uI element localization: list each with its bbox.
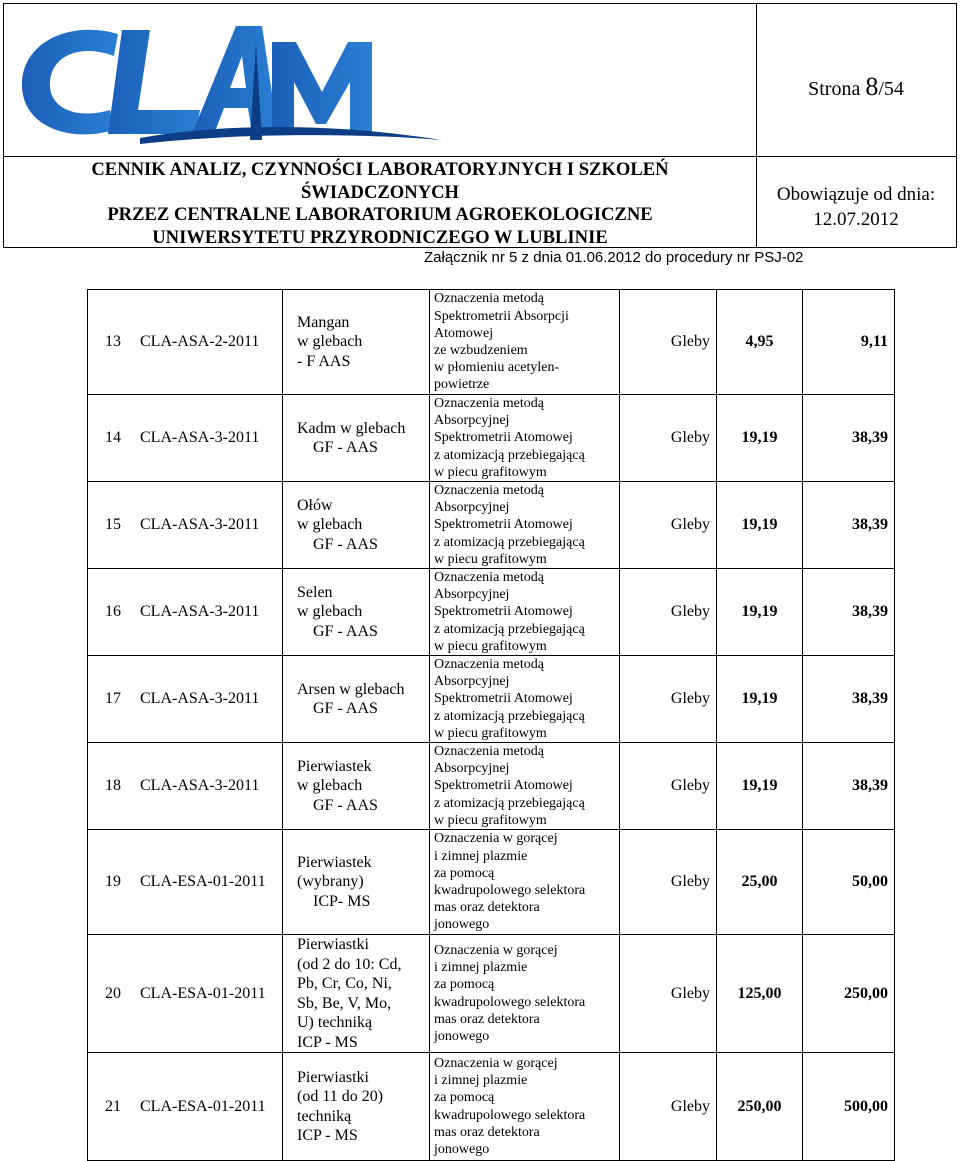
analysis-name-line: w glebach [297, 777, 363, 795]
method-line: z atomizacją przebiegającą [434, 708, 585, 724]
method-line: z atomizacją przebiegającą [434, 795, 585, 811]
page-total: /54 [878, 78, 904, 100]
analysis-name-line: w glebach [297, 516, 363, 534]
price-cell [803, 569, 895, 656]
price-net: 4,95 [745, 333, 774, 350]
method-cell [430, 830, 620, 935]
price-net: 19,19 [741, 690, 778, 708]
item-number: 16 [105, 603, 121, 621]
price-full: 9,11 [860, 333, 888, 350]
material: Gleby [670, 516, 710, 534]
method-line: w piecu grafitowym [434, 464, 547, 480]
analysis-name-cell [283, 935, 430, 1053]
method-line: Spektrometrii Absorpcji [434, 308, 569, 324]
method-line: Spektrometrii Atomowej [434, 778, 573, 794]
method-line: w piecu grafitowym [434, 725, 547, 741]
price-net: 25,00 [741, 873, 778, 891]
document-header [3, 3, 957, 248]
analysis-name-line: Mangan [297, 313, 350, 331]
price-cell [717, 395, 803, 482]
method-line: jonowego [434, 917, 490, 933]
method-line: mas oraz detektora [434, 1124, 540, 1140]
method-line: powietrze [434, 377, 490, 393]
material-cell [620, 656, 717, 743]
price-cell [717, 830, 803, 935]
method-line: Oznaczenia w gorącej [434, 1055, 558, 1071]
analysis-name-cell [283, 482, 430, 569]
material: Gleby [670, 690, 710, 708]
method-line: mas oraz detektora [434, 900, 540, 916]
table-row [88, 830, 895, 935]
procedure-code: CLA-ASA-3-2011 [140, 429, 260, 446]
price-cell [803, 1053, 895, 1161]
method-line: Absorpcyjnej [434, 587, 510, 603]
method-line: z atomizacją przebiegającą [434, 621, 585, 637]
method-line: Oznaczenia metodą [434, 570, 544, 586]
header-divider [4, 156, 956, 157]
title-line: PRZEZ CENTRALNE LABORATORIUM AGROEKOLOGICZNE [107, 204, 653, 225]
item-cell [88, 830, 283, 935]
method-cell [430, 569, 620, 656]
analysis-name-line: Ołów [297, 496, 333, 514]
price-full: 38,39 [852, 429, 888, 446]
analysis-name-line: Sb, Be, V, Mo, [297, 994, 392, 1012]
method-cell [430, 743, 620, 830]
document-title [4, 159, 756, 249]
price-cell [803, 482, 895, 569]
table-row [88, 1053, 895, 1161]
price-table [87, 289, 895, 1161]
material: Gleby [670, 873, 710, 891]
method-cell [430, 395, 620, 482]
valid-label: Obowiązuje od dnia: [776, 184, 936, 205]
method-line: za pomocą [434, 865, 495, 881]
analysis-name-line: GF - AAS [297, 622, 378, 640]
method-line: Oznaczenia w gorącej [434, 831, 558, 847]
price-cell [803, 830, 895, 935]
price-net: 250,00 [737, 1097, 782, 1115]
title-line: UNIWERSYTETU PRZYRODNICZEGO W LUBLINIE [152, 226, 608, 248]
method-line: Spektrometrii Atomowej [434, 430, 573, 446]
analysis-name-line: ICP - MS [297, 1033, 358, 1051]
method-line: Oznaczenia metodą [434, 657, 544, 673]
analysis-name-line: Kadm w glebach [297, 419, 406, 437]
material: Gleby [670, 333, 710, 350]
method-line: z atomizacją przebiegającą [434, 447, 585, 463]
material-cell [620, 935, 717, 1053]
item-number: 13 [105, 333, 121, 350]
method-line: jonowego [434, 1028, 490, 1044]
method-line: Absorpcyjnej [434, 500, 510, 516]
procedure-code: CLA-ESA-01-2011 [140, 984, 266, 1002]
page-current: 8 [865, 72, 879, 101]
method-line: mas oraz detektora [434, 1011, 540, 1027]
method-line: kwadrupolowego selektora [434, 994, 586, 1010]
procedure-code: CLA-ASA-3-2011 [140, 516, 260, 534]
method-line: ze wzbudzeniem [434, 343, 528, 358]
price-cell [717, 656, 803, 743]
price-cell [803, 290, 895, 395]
method-line: kwadrupolowego selektora [434, 1107, 586, 1123]
item-cell [88, 395, 283, 482]
method-line: Oznaczenia metodą [434, 744, 544, 760]
item-cell [88, 569, 283, 656]
analysis-name-line: Pierwiastki [297, 936, 369, 954]
method-line: i zimnej plazmie [434, 960, 528, 976]
cla-logo [10, 12, 450, 152]
analysis-name-line: Pierwiastki [297, 1068, 369, 1086]
analysis-name-line: U) techniką [297, 1014, 373, 1032]
table-row [88, 395, 895, 482]
method-line: jonowego [434, 1141, 490, 1157]
method-line: w piecu grafitowym [434, 638, 547, 654]
analysis-name-cell [283, 743, 430, 830]
method-cell [430, 482, 620, 569]
price-full: 250,00 [844, 984, 888, 1002]
analysis-name-line: (od 11 do 20) [297, 1088, 384, 1106]
analysis-name-cell [283, 395, 430, 482]
method-line: Oznaczenia metodą [434, 483, 544, 499]
analysis-name-line: w glebach [297, 333, 363, 351]
price-table-body [88, 290, 895, 1161]
item-cell [88, 935, 283, 1053]
analysis-name-cell [283, 290, 430, 395]
analysis-name-cell [283, 656, 430, 743]
material-cell [620, 743, 717, 830]
item-cell [88, 290, 283, 395]
item-number: 17 [105, 690, 121, 708]
method-line: Absorpcyjnej [434, 761, 510, 777]
analysis-name-line: w glebach [297, 603, 363, 621]
price-full: 50,00 [852, 873, 888, 891]
item-number: 15 [105, 516, 121, 534]
price-cell [803, 656, 895, 743]
analysis-name-cell [283, 569, 430, 656]
price-cell [717, 290, 803, 395]
analysis-name-line: GF - AAS [297, 796, 378, 814]
table-row [88, 482, 895, 569]
page-number [756, 72, 956, 102]
item-cell [88, 743, 283, 830]
method-line: w płomieniu acetylen- [434, 360, 560, 376]
method-line: kwadrupolowego selektora [434, 883, 586, 899]
table-row [88, 569, 895, 656]
procedure-code: CLA-ASA-2-2011 [140, 333, 260, 350]
price-net: 19,19 [741, 777, 778, 795]
material-cell [620, 395, 717, 482]
method-line: Absorpcyjnej [434, 674, 510, 690]
material-cell [620, 482, 717, 569]
method-cell [430, 290, 620, 395]
item-number: 20 [105, 984, 121, 1002]
title-line: ŚWIADCZONYCH [300, 181, 460, 203]
material-cell [620, 290, 717, 395]
item-cell [88, 656, 283, 743]
price-cell [717, 569, 803, 656]
item-cell [88, 482, 283, 569]
validity-block [756, 182, 956, 232]
analysis-name-line: GF - AAS [297, 700, 378, 718]
analysis-name-cell [283, 1053, 430, 1161]
table-row [88, 743, 895, 830]
analysis-name-line: techniką [297, 1107, 352, 1125]
analysis-name-line: ICP- MS [297, 892, 371, 910]
analysis-name-line: (od 2 do 10: Cd, [297, 955, 402, 973]
price-cell [803, 935, 895, 1053]
procedure-code: CLA-ESA-01-2011 [140, 1097, 266, 1115]
material: Gleby [670, 984, 710, 1002]
procedure-code: CLA-ASA-3-2011 [140, 690, 260, 708]
material: Gleby [670, 603, 710, 621]
price-cell [717, 935, 803, 1053]
material-cell [620, 569, 717, 656]
price-cell [803, 395, 895, 482]
analysis-name-line: ICP - MS [297, 1127, 358, 1145]
price-net: 19,19 [741, 516, 778, 534]
price-full: 38,39 [852, 603, 888, 621]
valid-date: 12.07.2012 [813, 209, 899, 230]
analysis-name-line: Pierwiastek [297, 853, 372, 871]
price-cell [717, 743, 803, 830]
procedure-code: CLA-ESA-01-2011 [140, 873, 266, 891]
procedure-code: CLA-ASA-3-2011 [140, 603, 260, 621]
method-cell [430, 656, 620, 743]
method-line: Spektrometrii Atomowej [434, 691, 573, 707]
price-full: 38,39 [852, 690, 888, 708]
analysis-name-line: Pierwiastek [297, 757, 372, 775]
method-line: za pomocą [434, 1090, 495, 1106]
method-line: z atomizacją przebiegającą [434, 534, 585, 550]
material: Gleby [670, 777, 710, 795]
price-net: 19,19 [741, 429, 778, 446]
price-cell [717, 1053, 803, 1161]
analysis-name-line: Selen [297, 583, 333, 601]
price-net: 125,00 [737, 984, 782, 1002]
item-number: 14 [105, 429, 121, 446]
price-full: 500,00 [844, 1097, 888, 1115]
method-line: w piecu grafitowym [434, 551, 547, 567]
method-line: w piecu grafitowym [434, 812, 547, 828]
method-line: i zimnej plazmie [434, 848, 528, 864]
method-line: Oznaczenia metodą [434, 291, 544, 307]
price-cell [717, 482, 803, 569]
analysis-name-line: - F AAS [297, 352, 351, 370]
page-prefix: Strona [808, 78, 866, 100]
table-row [88, 935, 895, 1053]
method-line: za pomocą [434, 977, 495, 993]
method-line: Spektrometrii Atomowej [434, 517, 573, 533]
analysis-name-line: (wybrany) [297, 873, 364, 891]
analysis-name-line: Pb, Cr, Co, Ni, [297, 975, 392, 993]
table-row [88, 290, 895, 395]
price-net: 19,19 [741, 603, 778, 621]
item-number: 21 [105, 1097, 121, 1115]
table-row [88, 656, 895, 743]
procedure-code: CLA-ASA-3-2011 [140, 777, 260, 795]
method-line: Spektrometrii Atomowej [434, 604, 573, 620]
method-line: Oznaczenia w gorącej [434, 942, 558, 958]
title-line: CENNIK ANALIZ, CZYNNOŚCI LABORATORYJNYCH I SZKOLEŃ [91, 159, 669, 180]
analysis-name-cell [283, 830, 430, 935]
item-number: 18 [105, 777, 121, 795]
analysis-name-line: Arsen w glebach [297, 680, 405, 698]
analysis-name-line: GF - AAS [297, 439, 378, 456]
material: Gleby [670, 429, 710, 446]
method-line: i zimnej plazmie [434, 1073, 528, 1089]
material: Gleby [670, 1097, 710, 1115]
method-line: Absorpcyjnej [434, 413, 510, 429]
method-cell [430, 935, 620, 1053]
analysis-name-line: GF - AAS [297, 535, 378, 553]
annex-note: Załącznik nr 5 z dnia 01.06.2012 do procedury nr PSJ-02 [424, 249, 804, 266]
method-cell [430, 1053, 620, 1161]
method-line: Oznaczenia metodą [434, 396, 544, 411]
price-cell [803, 743, 895, 830]
item-number: 19 [105, 873, 121, 891]
price-full: 38,39 [852, 516, 888, 534]
material-cell [620, 830, 717, 935]
price-full: 38,39 [852, 777, 888, 795]
method-line: Atomowej [434, 325, 494, 341]
item-cell [88, 1053, 283, 1161]
material-cell [620, 1053, 717, 1161]
